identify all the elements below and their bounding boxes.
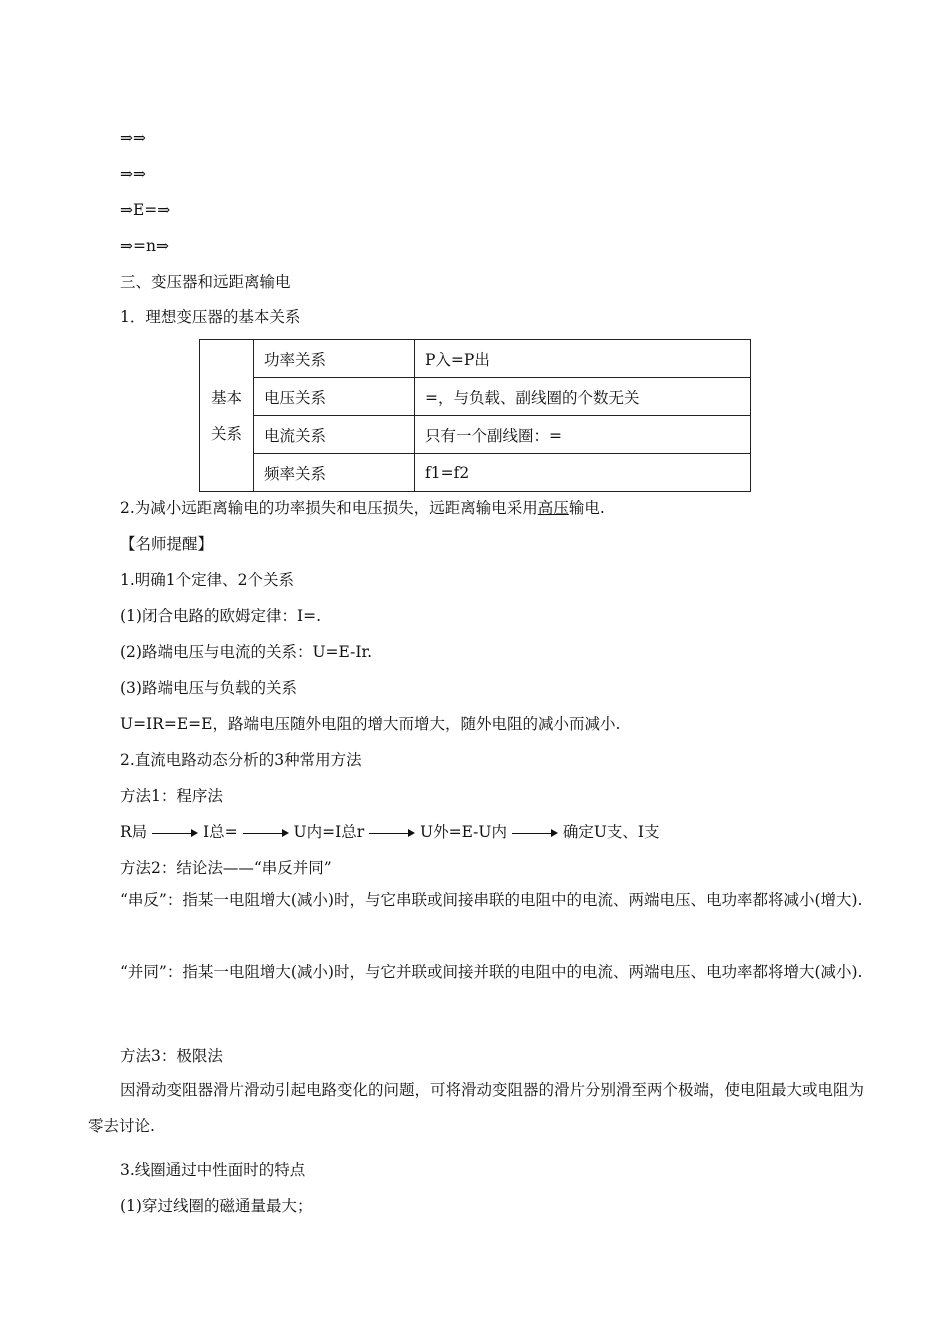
paragraph-10: “并同”：指某一电阻增大(减小)时，与它并联或间接并联的电阻中的电流、两端电压、电功率都将增大(减小). <box>120 963 863 981</box>
table-row <box>200 454 751 492</box>
chain-arrow-icon <box>243 828 289 838</box>
paragraph-6: 2.直流电路动态分析的3种常用方法 <box>120 751 362 769</box>
chain-step-5: 确定U支、I支 <box>562 823 660 841</box>
table-cell-name: 电压关系 <box>254 378 415 416</box>
table-group-label <box>200 340 254 492</box>
paragraph-5: U=IR=E=E，路端电压随外电阻的增大而增大，随外电阻的减小而减小. <box>120 715 621 733</box>
table-group-label-line2: 关系 <box>210 424 242 443</box>
paragraph-13: 3.线圈通过中性面时的特点 <box>120 1161 306 1179</box>
procedure-chain <box>120 822 660 842</box>
paragraph-7: 方法1：程序法 <box>120 787 223 805</box>
chain-step-2: I总= <box>203 823 238 841</box>
item2-post: 输电. <box>568 499 605 517</box>
chain-arrow-icon <box>512 828 558 838</box>
table-row <box>200 378 751 416</box>
paragraph-8: 方法2：结论法——“串反并同” <box>120 859 332 877</box>
paragraph-2: (1)闭合电路的欧姆定律：I=. <box>120 607 321 625</box>
paragraph-9: “串反”：指某一电阻增大(减小)时，与它串联或间接串联的电阻中的电流、两端电压、电功率都将减小(增大). <box>120 891 863 909</box>
formula-line-1: ⇒⇒ <box>120 129 146 147</box>
formula-line-2: ⇒⇒ <box>120 165 146 183</box>
table-cell-value: P入=P出 <box>415 340 751 378</box>
chain-step-4: U外=E-U内 <box>420 823 507 841</box>
item2-pre: 2.为减小远距离输电的功率损失和电压损失，远距离输电采用 <box>120 499 538 517</box>
formula-line-4: ⇒=n⇒ <box>120 237 169 255</box>
table-cell-name: 电流关系 <box>254 416 415 454</box>
chain-step-1: R局 <box>120 823 148 841</box>
table-cell-value: =，与负载、副线圈的个数无关 <box>415 378 751 416</box>
paragraph-11: 方法3：极限法 <box>120 1047 223 1065</box>
chain-arrow-icon <box>369 828 415 838</box>
table-row <box>200 340 751 378</box>
table-cell-name: 功率关系 <box>254 340 415 378</box>
item2-text <box>120 498 605 518</box>
chain-arrow-icon <box>152 828 198 838</box>
paragraph-4: (3)路端电压与负载的关系 <box>120 679 297 697</box>
table-cell-value: 只有一个副线圈：= <box>415 416 751 454</box>
table-cell-name: 频率关系 <box>254 454 415 492</box>
paragraph-3: (2)路端电压与电流的关系：U=E-Ir. <box>120 643 373 661</box>
chain-step-3: U内=I总r <box>293 823 365 841</box>
table-cell-value: f1=f2 <box>415 454 751 492</box>
item2-underlined: 高压 <box>537 499 569 517</box>
transformer-relations-table <box>199 339 751 492</box>
formula-line-3: ⇒E=⇒ <box>120 201 171 219</box>
paragraph-12: 因滑动变阻器滑片滑动引起电路变化的问题，可将滑动变阻器的滑片分别滑至两个极端，使电阻最大或电阻为零去讨论. <box>88 1081 865 1135</box>
paragraph-1: 1.明确1个定律、2个关系 <box>120 571 295 589</box>
paragraph-14: (1)穿过线圈的磁通量最大； <box>120 1197 313 1215</box>
section-title: 三、变压器和远距离输电 <box>120 273 291 291</box>
tip-heading: 【名师提醒】 <box>120 535 214 553</box>
table-row <box>200 416 751 454</box>
table-group-label-line1: 基本 <box>210 388 242 407</box>
item1-title: 1．理想变压器的基本关系 <box>120 308 301 326</box>
